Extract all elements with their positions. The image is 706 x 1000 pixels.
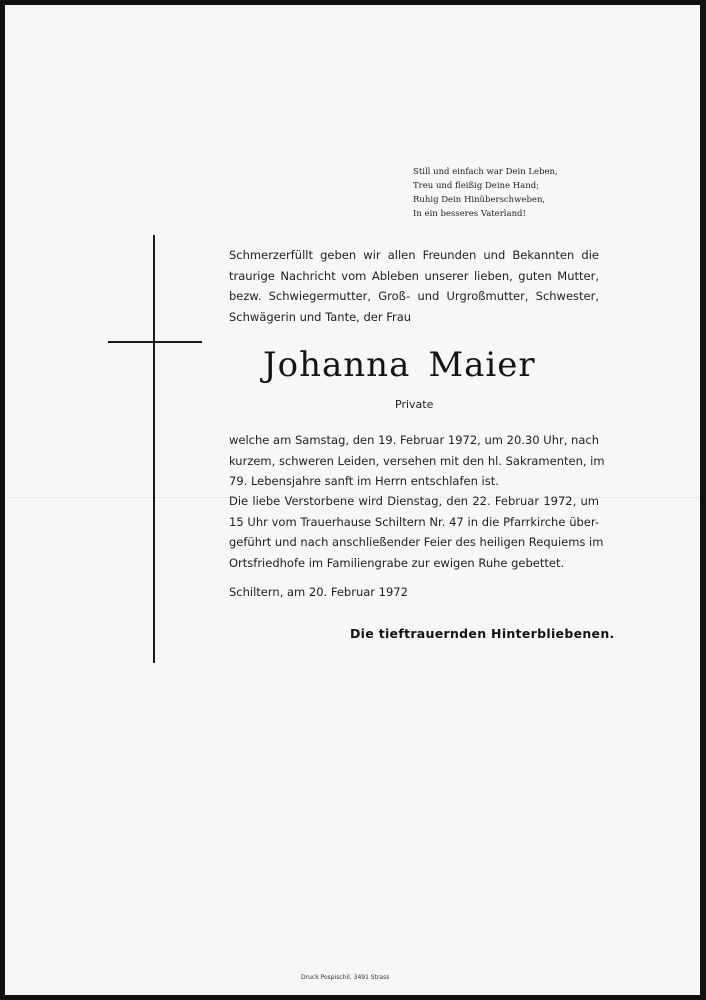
poem-line: Ruhig Dein Hinüberschweben, <box>413 195 546 205</box>
obituary-card <box>5 5 700 995</box>
cross-horizontal-bar <box>108 341 202 343</box>
signoff: Die tieftrauernden Hinterbliebenen. <box>350 626 615 641</box>
announcement-line: Schmerzerfüllt geben wir allen Freunden und Bekannten die <box>229 248 599 262</box>
death-notice-line: welche am Samstag, den 19. Februar 1972, um 20.30 Uhr, nach <box>229 433 599 447</box>
poem-line: Still und einfach war Dein Leben, <box>413 167 558 177</box>
deceased-first-name: Johanna <box>263 345 411 385</box>
funeral-notice-paragraph <box>229 491 604 573</box>
announcement-line: bezw. Schwiegermutter, Groß- und Urgroßmutter, Schwester, <box>229 289 599 303</box>
memorial-poem <box>413 165 558 221</box>
death-notice-line: 79. Lebensjahre sanft im Herrn entschlafen ist. <box>229 474 499 488</box>
death-notice-paragraph <box>229 430 605 492</box>
announcement-paragraph <box>229 245 599 327</box>
poem-line: Treu und fleißig Deine Hand; <box>413 181 540 191</box>
announcement-line: traurige Nachricht vom Ableben unserer lieben, guten Mutter, <box>229 268 599 283</box>
deceased-name <box>263 345 536 385</box>
printer-imprint: Druck Pospischil, 3491 Strass <box>301 974 390 981</box>
poem-line: In ein besseres Vaterland! <box>413 209 526 219</box>
funeral-notice-line: Die liebe Verstorbene wird Dienstag, den 22. Februar 1972, um <box>229 494 599 508</box>
deceased-occupation: Private <box>395 398 434 411</box>
death-notice-line: kurzem, schweren Leiden, versehen mit den hl. Sakramenten, im <box>229 453 605 468</box>
place-and-date: Schiltern, am 20. Februar 1972 <box>229 585 408 599</box>
funeral-notice-line: 15 Uhr vom Trauerhause Schiltern Nr. 47 in die Pfarrkirche über- <box>229 514 599 529</box>
deceased-last-name: Maier <box>428 345 536 385</box>
cross-vertical-bar <box>153 235 155 663</box>
funeral-notice-line: geführt und nach anschließender Feier des heiligen Requiems im <box>229 535 604 549</box>
funeral-notice-line: Ortsfriedhofe im Familiengrabe zur ewigen Ruhe gebettet. <box>229 555 565 570</box>
announcement-line: Schwägerin und Tante, der Frau <box>229 309 412 324</box>
